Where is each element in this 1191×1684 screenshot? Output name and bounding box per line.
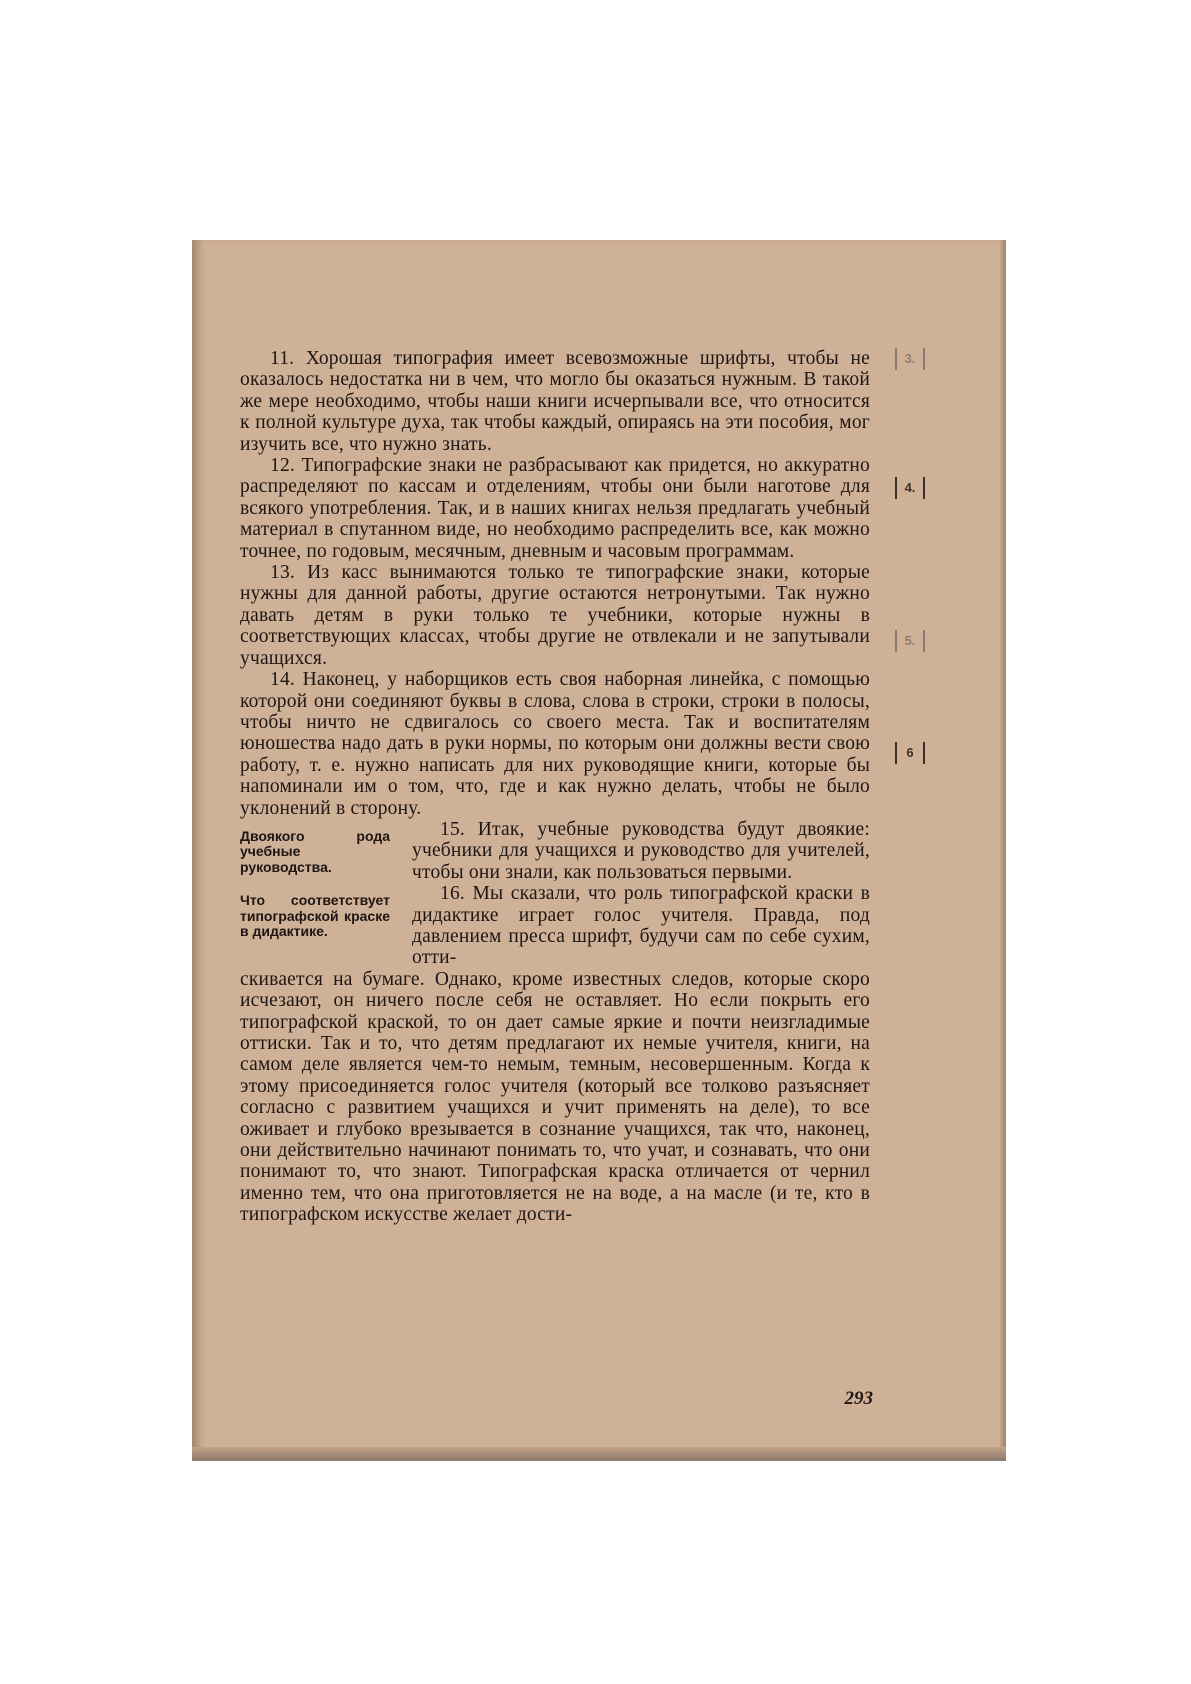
paragraph-11: 11. Хорошая типография имеет всевозможные шрифты, чтобы не оказалось недостатка ни в чем, что могло бы оказаться нужным. В такой же мере необходимо, чтобы наши книги исчерпывали все, что относится к полной культуре духа, так чтобы каждый, опираясь на эти пособия, мог изучить все, что нужно знать. — [240, 348, 870, 455]
margin-marker-3: 3. — [895, 348, 925, 370]
main-text — [240, 348, 870, 1226]
paragraph-13: 13. Из касс вынимаются только те типографские знаки, которые нужны для данной работы, другие остаются нетронутыми. Так нужно давать детям в руки только те учебники, которые нужны в соответствующих классах, чтобы другие не отвлекали и не запутывали учащихся. — [240, 562, 870, 669]
paragraph-15: 15. Итак, учебные руководства будут двоякие: учебники для учащихся и руководство для учителей, чтобы они знали, как пользоваться первыми. — [412, 818, 870, 883]
margin-marker-6: 6 — [895, 742, 925, 764]
paragraph-16-block — [240, 883, 870, 969]
paragraph-12: 12. Типографские знаки не разбрасывают как придется, но аккуратно распределяют по кассам и отделениям, чтобы они были наготове для всякого употребления. Так, и в наших книгах нельзя предлагать учебный материал в спутанном виде, но необходимо распределить все, как можно точнее, по годовым, месячным, дневным и часовым программам. — [240, 455, 870, 562]
paragraph-16-start: 16. Мы сказали, что роль типографской краски в дидактике играет голос учителя. Правда, под давлением пресса шрифт, будучи сам по себе сухим, отти- — [412, 883, 870, 969]
paragraph-14: 14. Наконец, у наборщиков есть своя наборная линейка, с помощью которой они соединяют буквы в слова, слова в строки, строки в полосы, чтобы ничто не сдвигалось со своего места. Так и воспитателям юношества надо дать в руки нормы, по которым они должны вести свою работу, т. е. нужно написать для них руководящие книги, которые бы напоминали им о том, что, где и как нужно делать, чтобы не было уклонений в сторону. — [240, 669, 870, 819]
side-note-printing-ink: Что соответствует типографской краске в дидактике. — [240, 892, 390, 940]
margin-marker-4: 4. — [895, 477, 925, 499]
paragraph-16-continued: скивается на бумаге. Однако, кроме известных следов, которые скоро исчезают, он ничего после себя не оставляет. Но если покрыть его типографской краской, то он дает самые яркие и почти неизгладимые оттиски. Так и то, что детям предлагают их немые учителя, книги, на самом деле является чем-то немым, темным, несовершенным. Когда к этому присоединяется голос учителя (который все толково разъясняет согласно с развитием учащихся и учит применять на деле), то все оживает и глубоко врезывается в сознание учащихся, так что, наконец, они действительно начинают понимать то, что учат, и сознавать, что они понимают то, что знают. Типографская краска отличается от чернил именно тем, что она приготовляется не на воде, а на масле (и те, кто в типографском искусстве желает дости- — [240, 968, 870, 1226]
side-note-dual-textbooks: Двоякого рода учебные руководства. — [240, 827, 390, 875]
book-page — [192, 240, 1006, 1461]
page-edge-bottom — [192, 1447, 1006, 1461]
page-edge-right — [1000, 240, 1006, 1461]
margin-marker-5: 5. — [895, 630, 925, 652]
page-number: 293 — [844, 1388, 873, 1409]
paragraph-15-block — [240, 819, 870, 883]
